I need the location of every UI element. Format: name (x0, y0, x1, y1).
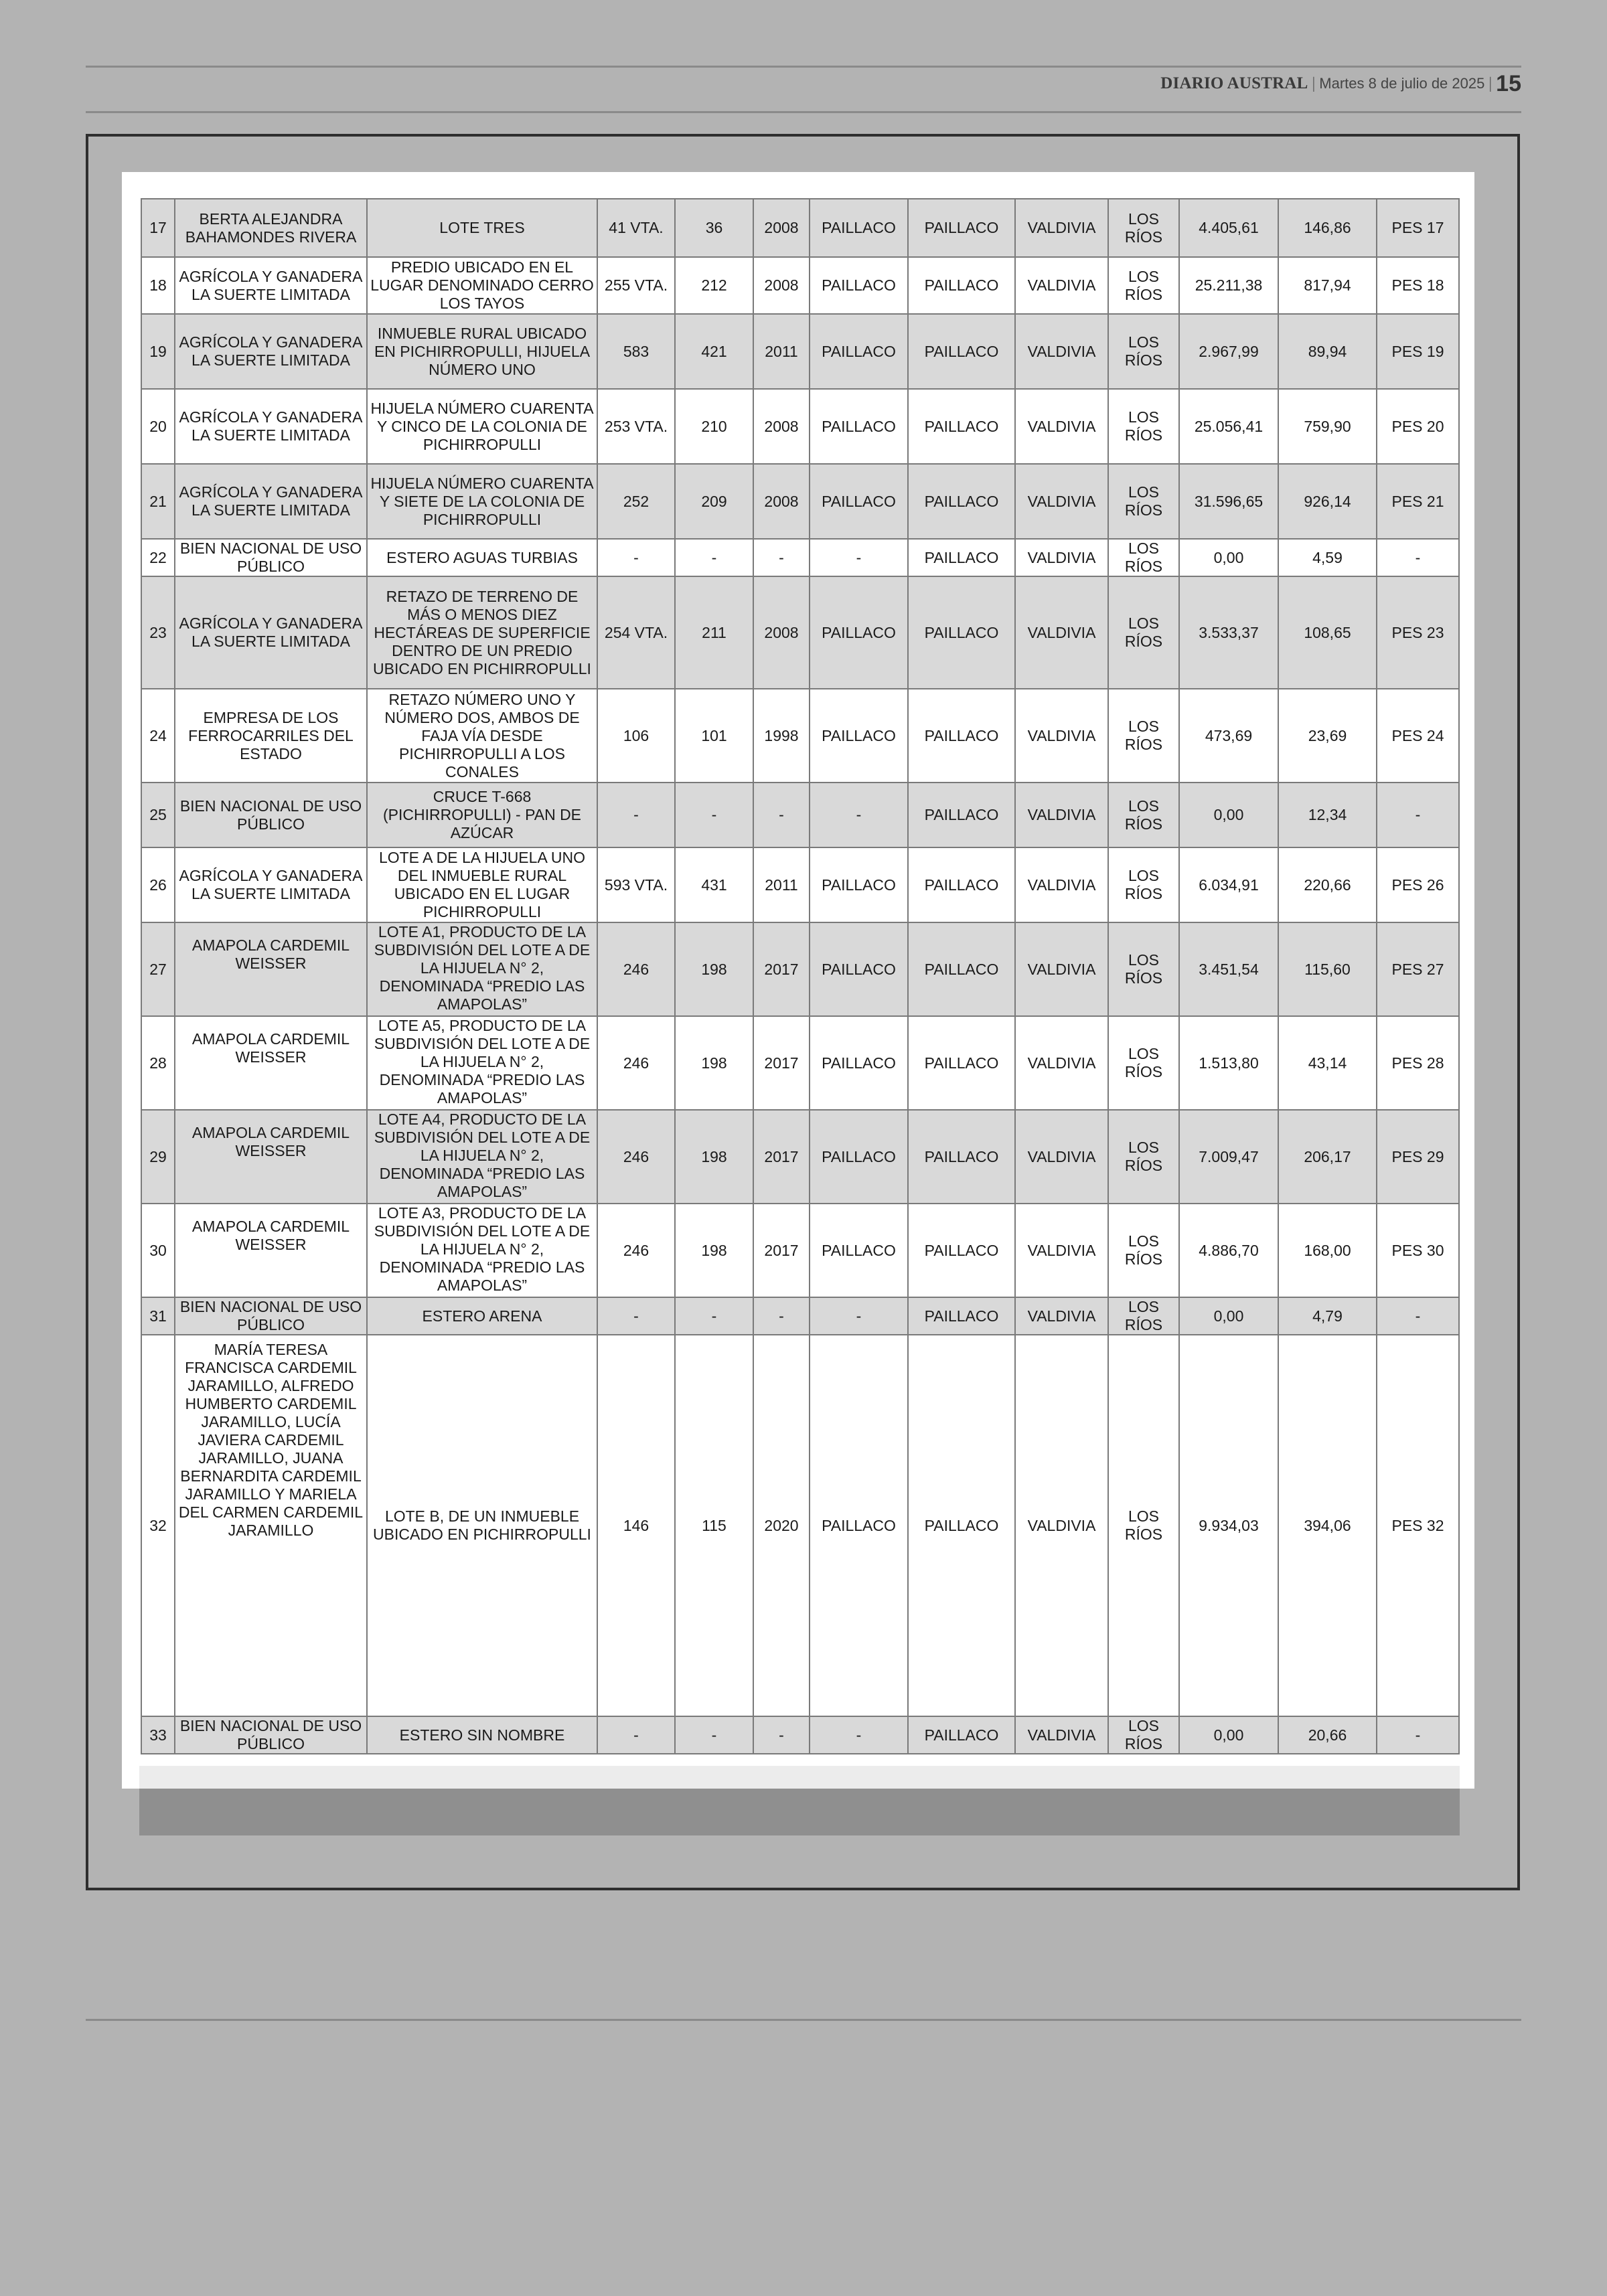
owner-name-cell: AMAPOLA CARDEMIL WEISSER (175, 1204, 367, 1297)
table-row (141, 464, 1459, 539)
plan-code-cell: PES 26 (1377, 847, 1459, 922)
region-cell: LOS RÍOS (1108, 1110, 1179, 1204)
owner-name-cell: AGRÍCOLA Y GANADERA LA SUERTE LIMITADA (175, 389, 367, 464)
owner-name-cell: AMAPOLA CARDEMIL WEISSER (175, 1110, 367, 1204)
total-area-cell: 1.513,80 (1179, 1016, 1278, 1110)
total-area-cell: 25.056,41 (1179, 389, 1278, 464)
commune-cell: PAILLACO (908, 689, 1015, 783)
table-row (141, 922, 1459, 1016)
commune-cell: PAILLACO (908, 1335, 1015, 1716)
plan-code-cell: PES 28 (1377, 1016, 1459, 1110)
row-number-cell: 31 (141, 1297, 175, 1335)
registry-fojas-cell: - (597, 539, 675, 576)
registry-number-cell: 101 (675, 689, 753, 783)
registry-office-cell: PAILLACO (810, 389, 908, 464)
region-cell: LOS RÍOS (1108, 847, 1179, 922)
region-cell: LOS RÍOS (1108, 783, 1179, 847)
total-area-cell: 0,00 (1179, 1716, 1278, 1754)
registry-number-cell: 198 (675, 1016, 753, 1110)
registry-fojas-cell: 146 (597, 1335, 675, 1716)
plan-code-cell: PES 20 (1377, 389, 1459, 464)
province-cell: VALDIVIA (1015, 783, 1108, 847)
property-description-cell: PREDIO UBICADO EN EL LUGAR DENOMINADO CERRO LOS TAYOS (367, 257, 597, 314)
province-cell: VALDIVIA (1015, 922, 1108, 1016)
region-cell: LOS RÍOS (1108, 464, 1179, 539)
registry-number-cell: 212 (675, 257, 753, 314)
row-number-cell: 30 (141, 1204, 175, 1297)
table-row (141, 1204, 1459, 1297)
registry-year-cell: 2011 (753, 847, 810, 922)
table-row (141, 199, 1459, 257)
row-number-cell: 29 (141, 1110, 175, 1204)
commune-cell: PAILLACO (908, 389, 1015, 464)
plan-code-cell: PES 32 (1377, 1335, 1459, 1716)
plan-code-cell: PES 18 (1377, 257, 1459, 314)
table-row (141, 1297, 1459, 1335)
registry-fojas-cell: 253 VTA. (597, 389, 675, 464)
property-description-cell: LOTE A4, PRODUCTO DE LA SUBDIVISIÓN DEL LOTE A DE LA HIJUELA N° 2, DENOMINADA “PREDIO LAS AMAPOLAS” (367, 1110, 597, 1204)
registry-office-cell: PAILLACO (810, 689, 908, 783)
registry-office-cell: PAILLACO (810, 1335, 908, 1716)
registry-number-cell: 198 (675, 922, 753, 1016)
registry-year-cell: 2017 (753, 1110, 810, 1204)
registry-year-cell: 2008 (753, 199, 810, 257)
province-cell: VALDIVIA (1015, 199, 1108, 257)
total-area-cell: 7.009,47 (1179, 1110, 1278, 1204)
plan-code-cell: PES 24 (1377, 689, 1459, 783)
total-area-cell: 3.451,54 (1179, 922, 1278, 1016)
publication-date: Martes 8 de julio de 2025 (1319, 75, 1485, 92)
registry-fojas-cell: 246 (597, 922, 675, 1016)
table-row (141, 847, 1459, 922)
region-cell: LOS RÍOS (1108, 1716, 1179, 1754)
commune-cell: PAILLACO (908, 1110, 1015, 1204)
region-cell: LOS RÍOS (1108, 1204, 1179, 1297)
registry-fojas-cell: 246 (597, 1110, 675, 1204)
total-area-cell: 3.533,37 (1179, 576, 1278, 689)
province-cell: VALDIVIA (1015, 1297, 1108, 1335)
header-separator: | (1488, 74, 1493, 92)
affected-area-cell: 115,60 (1278, 922, 1377, 1016)
table-row (141, 1335, 1459, 1716)
page-header (1160, 68, 1521, 99)
row-number-cell: 19 (141, 314, 175, 389)
total-area-cell: 4.405,61 (1179, 199, 1278, 257)
affected-area-cell: 759,90 (1278, 389, 1377, 464)
registry-office-cell: PAILLACO (810, 257, 908, 314)
registry-year-cell: - (753, 1297, 810, 1335)
registry-number-cell: - (675, 783, 753, 847)
row-number-cell: 26 (141, 847, 175, 922)
registry-number-cell: 421 (675, 314, 753, 389)
total-area-cell: 31.596,65 (1179, 464, 1278, 539)
owner-name-cell: BIEN NACIONAL DE USO PÚBLICO (175, 783, 367, 847)
header-separator: | (1312, 74, 1316, 92)
row-number-cell: 25 (141, 783, 175, 847)
province-cell: VALDIVIA (1015, 539, 1108, 576)
registry-year-cell: 2017 (753, 922, 810, 1016)
total-area-cell: 9.934,03 (1179, 1335, 1278, 1716)
row-number-cell: 22 (141, 539, 175, 576)
registry-year-cell: 2008 (753, 257, 810, 314)
province-cell: VALDIVIA (1015, 847, 1108, 922)
property-description-cell: LOTE A DE LA HIJUELA UNO DEL INMUEBLE RURAL UBICADO EN EL LUGAR PICHIRROPULLI (367, 847, 597, 922)
registry-office-cell: - (810, 539, 908, 576)
province-cell: VALDIVIA (1015, 389, 1108, 464)
row-number-cell: 28 (141, 1016, 175, 1110)
province-cell: VALDIVIA (1015, 257, 1108, 314)
header-rule (86, 111, 1521, 113)
property-description-cell: RETAZO DE TERRENO DE MÁS O MENOS DIEZ HECTÁREAS DE SUPERFICIE DENTRO DE UN PREDIO UBICADO EN PICHIRROPULLI (367, 576, 597, 689)
registry-office-cell: - (810, 1297, 908, 1335)
row-number-cell: 21 (141, 464, 175, 539)
property-description-cell: HIJUELA NÚMERO CUARENTA Y CINCO DE LA COLONIA DE PICHIRROPULLI (367, 389, 597, 464)
affected-area-cell: 146,86 (1278, 199, 1377, 257)
top-rule (86, 66, 1521, 68)
registry-number-cell: 210 (675, 389, 753, 464)
registry-year-cell: 2017 (753, 1204, 810, 1297)
registry-number-cell: 36 (675, 199, 753, 257)
table-row (141, 783, 1459, 847)
registry-number-cell: 198 (675, 1204, 753, 1297)
owner-name-cell: BERTA ALEJANDRA BAHAMONDES RIVERA (175, 199, 367, 257)
owner-name-cell: AGRÍCOLA Y GANADERA LA SUERTE LIMITADA (175, 464, 367, 539)
row-number-cell: 27 (141, 922, 175, 1016)
commune-cell: PAILLACO (908, 922, 1015, 1016)
commune-cell: PAILLACO (908, 1204, 1015, 1297)
commune-cell: PAILLACO (908, 1297, 1015, 1335)
registry-office-cell: PAILLACO (810, 576, 908, 689)
commune-cell: PAILLACO (908, 847, 1015, 922)
registry-fojas-cell: 255 VTA. (597, 257, 675, 314)
affected-area-cell: 12,34 (1278, 783, 1377, 847)
table-row (141, 389, 1459, 464)
plan-code-cell: - (1377, 539, 1459, 576)
plan-code-cell: - (1377, 1716, 1459, 1754)
registry-year-cell: 2017 (753, 1016, 810, 1110)
registry-fojas-cell: 41 VTA. (597, 199, 675, 257)
total-area-cell: 0,00 (1179, 539, 1278, 576)
owner-name-cell: BIEN NACIONAL DE USO PÚBLICO (175, 539, 367, 576)
property-description-cell: ESTERO SIN NOMBRE (367, 1716, 597, 1754)
registry-office-cell: - (810, 1716, 908, 1754)
property-description-cell: LOTE TRES (367, 199, 597, 257)
registry-fojas-cell: - (597, 1716, 675, 1754)
affected-area-cell: 89,94 (1278, 314, 1377, 389)
affected-area-cell: 926,14 (1278, 464, 1377, 539)
table-body (141, 199, 1459, 1754)
province-cell: VALDIVIA (1015, 689, 1108, 783)
registry-year-cell: - (753, 539, 810, 576)
registry-fojas-cell: 583 (597, 314, 675, 389)
registry-fojas-cell: - (597, 783, 675, 847)
row-number-cell: 33 (141, 1716, 175, 1754)
owner-name-cell: AMAPOLA CARDEMIL WEISSER (175, 922, 367, 1016)
registry-office-cell: PAILLACO (810, 314, 908, 389)
affected-area-cell: 168,00 (1278, 1204, 1377, 1297)
table-row (141, 1016, 1459, 1110)
region-cell: LOS RÍOS (1108, 314, 1179, 389)
registry-year-cell: 2008 (753, 576, 810, 689)
region-cell: LOS RÍOS (1108, 689, 1179, 783)
commune-cell: PAILLACO (908, 464, 1015, 539)
registry-year-cell: 1998 (753, 689, 810, 783)
newspaper-name: DIARIO AUSTRAL (1160, 74, 1308, 92)
plan-code-cell: PES 30 (1377, 1204, 1459, 1297)
province-cell: VALDIVIA (1015, 314, 1108, 389)
property-description-cell: LOTE A1, PRODUCTO DE LA SUBDIVISIÓN DEL LOTE A DE LA HIJUELA N° 2, DENOMINADA “PREDIO LAS AMAPOLAS” (367, 922, 597, 1016)
total-area-cell: 0,00 (1179, 783, 1278, 847)
row-number-cell: 32 (141, 1335, 175, 1716)
registry-number-cell: - (675, 1297, 753, 1335)
total-area-cell: 4.886,70 (1179, 1204, 1278, 1297)
registry-office-cell: PAILLACO (810, 464, 908, 539)
property-description-cell: LOTE A5, PRODUCTO DE LA SUBDIVISIÓN DEL LOTE A DE LA HIJUELA N° 2, DENOMINADA “PREDIO LAS AMAPOLAS” (367, 1016, 597, 1110)
registry-fojas-cell: 246 (597, 1204, 675, 1297)
region-cell: LOS RÍOS (1108, 539, 1179, 576)
registry-office-cell: PAILLACO (810, 922, 908, 1016)
plan-code-cell: PES 19 (1377, 314, 1459, 389)
commune-cell: PAILLACO (908, 783, 1015, 847)
registry-number-cell: 209 (675, 464, 753, 539)
registry-office-cell: PAILLACO (810, 1204, 908, 1297)
table-row (141, 1716, 1459, 1754)
province-cell: VALDIVIA (1015, 1016, 1108, 1110)
registry-fojas-cell: 252 (597, 464, 675, 539)
row-number-cell: 20 (141, 389, 175, 464)
owner-name-cell: BIEN NACIONAL DE USO PÚBLICO (175, 1716, 367, 1754)
owner-name-cell: AGRÍCOLA Y GANADERA LA SUERTE LIMITADA (175, 257, 367, 314)
plan-code-cell: - (1377, 783, 1459, 847)
region-cell: LOS RÍOS (1108, 576, 1179, 689)
registry-number-cell: - (675, 1716, 753, 1754)
affected-area-cell: 43,14 (1278, 1016, 1377, 1110)
owner-name-cell: BIEN NACIONAL DE USO PÚBLICO (175, 1297, 367, 1335)
affected-area-cell: 108,65 (1278, 576, 1377, 689)
plan-code-cell: PES 29 (1377, 1110, 1459, 1204)
province-cell: VALDIVIA (1015, 1716, 1108, 1754)
total-area-cell: 0,00 (1179, 1297, 1278, 1335)
region-cell: LOS RÍOS (1108, 389, 1179, 464)
registry-fojas-cell: - (597, 1297, 675, 1335)
plan-code-cell: PES 27 (1377, 922, 1459, 1016)
registry-year-cell: 2008 (753, 389, 810, 464)
province-cell: VALDIVIA (1015, 1110, 1108, 1204)
property-description-cell: LOTE A3, PRODUCTO DE LA SUBDIVISIÓN DEL LOTE A DE LA HIJUELA N° 2, DENOMINADA “PREDIO LAS AMAPOLAS” (367, 1204, 597, 1297)
registry-fojas-cell: 106 (597, 689, 675, 783)
province-cell: VALDIVIA (1015, 1335, 1108, 1716)
commune-cell: PAILLACO (908, 314, 1015, 389)
owner-name-cell: AMAPOLA CARDEMIL WEISSER (175, 1016, 367, 1110)
affected-area-cell: 394,06 (1278, 1335, 1377, 1716)
registry-office-cell: PAILLACO (810, 1110, 908, 1204)
property-description-cell: ESTERO ARENA (367, 1297, 597, 1335)
row-number-cell: 17 (141, 199, 175, 257)
commune-cell: PAILLACO (908, 1716, 1015, 1754)
table-row (141, 314, 1459, 389)
registry-number-cell: - (675, 539, 753, 576)
property-description-cell: INMUEBLE RURAL UBICADO EN PICHIRROPULLI, HIJUELA NÚMERO UNO (367, 314, 597, 389)
commune-cell: PAILLACO (908, 1016, 1015, 1110)
table-row (141, 257, 1459, 314)
affected-area-cell: 206,17 (1278, 1110, 1377, 1204)
row-number-cell: 24 (141, 689, 175, 783)
registry-number-cell: 431 (675, 847, 753, 922)
table-row (141, 689, 1459, 783)
plan-code-cell: - (1377, 1297, 1459, 1335)
expropriation-table (141, 198, 1460, 1754)
commune-cell: PAILLACO (908, 576, 1015, 689)
commune-cell: PAILLACO (908, 199, 1015, 257)
affected-area-cell: 4,59 (1278, 539, 1377, 576)
owner-name-cell: MARÍA TERESA FRANCISCA CARDEMIL JARAMILLO, ALFREDO HUMBERTO CARDEMIL JARAMILLO, LUCÍA JAVIERA CARDEMIL JARAMILLO, JUANA BERNARDITA CARDEMIL JARAMILLO Y MARIELA DEL CARMEN CARDEMIL JARAMILLO (175, 1335, 367, 1716)
plan-code-cell: PES 21 (1377, 464, 1459, 539)
registry-office-cell: PAILLACO (810, 847, 908, 922)
row-number-cell: 23 (141, 576, 175, 689)
region-cell: LOS RÍOS (1108, 1016, 1179, 1110)
plan-code-cell: PES 23 (1377, 576, 1459, 689)
table-row (141, 576, 1459, 689)
region-cell: LOS RÍOS (1108, 257, 1179, 314)
registry-fojas-cell: 246 (597, 1016, 675, 1110)
affected-area-cell: 4,79 (1278, 1297, 1377, 1335)
province-cell: VALDIVIA (1015, 576, 1108, 689)
total-area-cell: 6.034,91 (1179, 847, 1278, 922)
registry-year-cell: 2011 (753, 314, 810, 389)
region-cell: LOS RÍOS (1108, 199, 1179, 257)
registry-fojas-cell: 593 VTA. (597, 847, 675, 922)
bottom-rule (86, 2019, 1521, 2021)
row-number-cell: 18 (141, 257, 175, 314)
affected-area-cell: 817,94 (1278, 257, 1377, 314)
property-description-cell: CRUCE T-668 (PICHIRROPULLI) - PAN DE AZÚCAR (367, 783, 597, 847)
owner-name-cell: AGRÍCOLA Y GANADERA LA SUERTE LIMITADA (175, 314, 367, 389)
property-description-cell: ESTERO AGUAS TURBIAS (367, 539, 597, 576)
owner-name-cell: AGRÍCOLA Y GANADERA LA SUERTE LIMITADA (175, 576, 367, 689)
owner-name-cell: AGRÍCOLA Y GANADERA LA SUERTE LIMITADA (175, 847, 367, 922)
registry-office-cell: PAILLACO (810, 199, 908, 257)
page-number: 15 (1496, 70, 1521, 96)
registry-number-cell: 115 (675, 1335, 753, 1716)
property-description-cell: HIJUELA NÚMERO CUARENTA Y SIETE DE LA COLONIA DE PICHIRROPULLI (367, 464, 597, 539)
registry-year-cell: - (753, 783, 810, 847)
registry-office-cell: - (810, 783, 908, 847)
sheet-shadow (139, 1789, 1460, 1835)
sheet-bottom-band (139, 1766, 1460, 1789)
table-row (141, 539, 1459, 576)
registry-year-cell: - (753, 1716, 810, 1754)
plan-code-cell: PES 17 (1377, 199, 1459, 257)
registry-fojas-cell: 254 VTA. (597, 576, 675, 689)
province-cell: VALDIVIA (1015, 1204, 1108, 1297)
property-description-cell: LOTE B, DE UN INMUEBLE UBICADO EN PICHIRROPULLI (367, 1335, 597, 1716)
region-cell: LOS RÍOS (1108, 922, 1179, 1016)
owner-name-cell: EMPRESA DE LOS FERROCARRILES DEL ESTADO (175, 689, 367, 783)
total-area-cell: 25.211,38 (1179, 257, 1278, 314)
total-area-cell: 473,69 (1179, 689, 1278, 783)
region-cell: LOS RÍOS (1108, 1297, 1179, 1335)
registry-year-cell: 2020 (753, 1335, 810, 1716)
table-row (141, 1110, 1459, 1204)
registry-year-cell: 2008 (753, 464, 810, 539)
property-description-cell: RETAZO NÚMERO UNO Y NÚMERO DOS, AMBOS DE FAJA VÍA DESDE PICHIRROPULLI A LOS CONALES (367, 689, 597, 783)
registry-number-cell: 211 (675, 576, 753, 689)
commune-cell: PAILLACO (908, 539, 1015, 576)
affected-area-cell: 220,66 (1278, 847, 1377, 922)
total-area-cell: 2.967,99 (1179, 314, 1278, 389)
region-cell: LOS RÍOS (1108, 1335, 1179, 1716)
affected-area-cell: 20,66 (1278, 1716, 1377, 1754)
province-cell: VALDIVIA (1015, 464, 1108, 539)
registry-number-cell: 198 (675, 1110, 753, 1204)
registry-office-cell: PAILLACO (810, 1016, 908, 1110)
commune-cell: PAILLACO (908, 257, 1015, 314)
affected-area-cell: 23,69 (1278, 689, 1377, 783)
